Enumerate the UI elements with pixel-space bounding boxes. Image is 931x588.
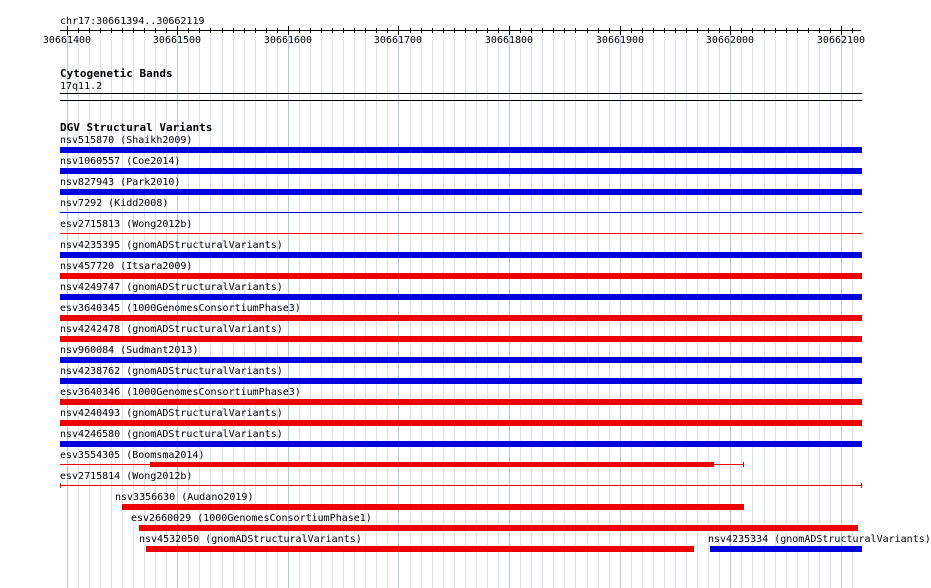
variant-bar-esv3554305[interactable] [150,462,714,467]
variant-label-esv3640345[interactable]: esv3640345 (1000GenomesConsortiumPhase3) [60,303,301,314]
ruler-tick-label: 30661500 [152,35,202,46]
dgv-track-title: DGV Structural Variants [60,121,213,134]
variant-cap [743,462,744,467]
variant-bar-nsv457720[interactable] [60,273,862,279]
variant-bar-nsv4235334[interactable] [710,546,862,552]
variant-cap [60,483,61,488]
variant-bar-nsv4235395[interactable] [60,252,862,258]
location-label: chr17:30661394..30662119 [60,16,205,27]
variant-bar-nsv1060557[interactable] [60,168,862,174]
variant-bar-nsv4240493[interactable] [60,420,862,426]
cytoband-track-title: Cytogenetic Bands [60,67,173,80]
variant-label-nsv960084[interactable]: nsv960084 (Sudmant2013) [60,345,199,356]
variant-bar-nsv4249747[interactable] [60,294,862,300]
variant-bar-esv3640345[interactable] [60,315,862,321]
variant-bar-esv2715814[interactable] [60,485,862,486]
variant-label-nsv4249747[interactable]: nsv4249747 (gnomADStructuralVariants) [60,282,283,293]
variant-label-nsv4532050[interactable]: nsv4532050 (gnomADStructuralVariants) [139,534,362,545]
variant-bar-esv2660029[interactable] [139,525,858,531]
variant-label-nsv3356630[interactable]: nsv3356630 (Audano2019) [115,492,254,503]
variant-label-nsv1060557[interactable]: nsv1060557 (Coe2014) [60,156,181,167]
ruler-tick-label: 30661400 [42,35,92,46]
variant-cap [861,483,862,488]
ruler-tick-label: 30661900 [595,35,645,46]
variant-label-esv2715814[interactable]: esv2715814 (Wong2012b) [60,471,193,482]
variant-bar-esv3640346[interactable] [60,399,862,405]
variant-label-nsv4242478[interactable]: nsv4242478 (gnomADStructuralVariants) [60,324,283,335]
variant-label-nsv4235395[interactable]: nsv4235395 (gnomADStructuralVariants) [60,240,283,251]
variant-label-esv3640346[interactable]: esv3640346 (1000GenomesConsortiumPhase3) [60,387,301,398]
cytoband-label: 17q11.2 [60,81,103,92]
variant-bar-nsv827943[interactable] [60,189,862,195]
variant-bar-esv2715813[interactable] [60,233,862,234]
variant-bar-nsv4246580[interactable] [60,441,862,447]
ruler-tick-label: 30661800 [484,35,534,46]
cytoband-line-bottom [60,100,862,101]
variant-label-esv3554305[interactable]: esv3554305 (Boomsma2014) [60,450,205,461]
ruler-tick-label: 30661700 [373,35,423,46]
variant-label-nsv4238762[interactable]: nsv4238762 (gnomADStructuralVariants) [60,366,283,377]
ruler-tick-label: 30662100 [816,35,866,46]
variant-label-nsv4246580[interactable]: nsv4246580 (gnomADStructuralVariants) [60,429,283,440]
variant-bar-nsv4532050[interactable] [146,546,694,552]
variant-bar-nsv3356630[interactable] [122,504,744,510]
variant-label-nsv515870[interactable]: nsv515870 (Shaikh2009) [60,135,193,146]
variant-bar-nsv4242478[interactable] [60,336,862,342]
variant-label-esv2660029[interactable]: esv2660029 (1000GenomesConsortiumPhase1) [131,513,372,524]
variant-bar-nsv4238762[interactable] [60,378,862,384]
variant-label-nsv827943[interactable]: nsv827943 (Park2010) [60,177,181,188]
variant-label-nsv4235334[interactable]: nsv4235334 (gnomADStructuralVariants) [708,534,931,545]
variant-label-esv2715813[interactable]: esv2715813 (Wong2012b) [60,219,193,230]
variant-bar-nsv515870[interactable] [60,147,862,153]
ruler-axis [60,30,861,31]
variant-label-nsv7292[interactable]: nsv7292 (Kidd2008) [60,198,169,209]
ruler-tick-label: 30661600 [263,35,313,46]
ruler-tick-label: 30662000 [705,35,755,46]
variant-bar-nsv960084[interactable] [60,357,862,363]
cytoband-line-top [60,93,862,94]
variant-bar-nsv7292[interactable] [60,212,862,213]
variant-label-nsv457720[interactable]: nsv457720 (Itsara2009) [60,261,193,272]
variant-label-nsv4240493[interactable]: nsv4240493 (gnomADStructuralVariants) [60,408,283,419]
